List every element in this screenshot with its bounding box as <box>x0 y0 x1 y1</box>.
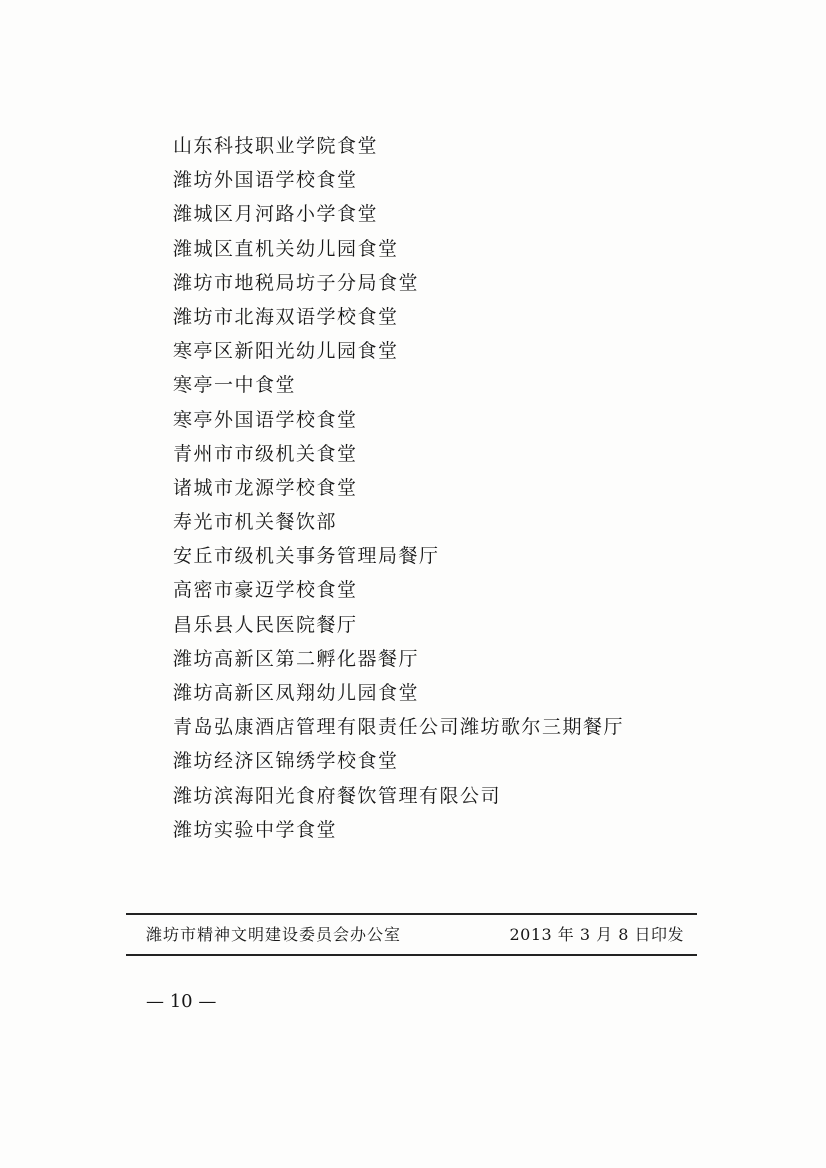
list-item: 潍坊经济区锦绣学校食堂 <box>173 750 399 773</box>
list-item: 安丘市级机关事务管理局餐厅 <box>173 545 440 568</box>
page-number: — 10 — <box>146 991 217 1012</box>
list-item: 高密市豪迈学校食堂 <box>173 579 358 602</box>
list-item: 寒亭一中食堂 <box>173 374 297 397</box>
list-item: 诸城市龙源学校食堂 <box>173 476 358 499</box>
list-item: 青州市市级机关食堂 <box>173 442 358 465</box>
footer-top-rule <box>126 913 697 915</box>
list-item: 寒亭区新阳光幼儿园食堂 <box>173 340 399 363</box>
canteen-list <box>173 129 624 847</box>
list-item: 潍坊市北海双语学校食堂 <box>173 305 399 328</box>
list-item: 潍城区直机关幼儿园食堂 <box>173 237 399 260</box>
list-item: 潍坊高新区第二孵化器餐厅 <box>173 647 420 670</box>
list-item: 寒亭外国语学校食堂 <box>173 408 358 431</box>
issue-date: 2013 年 3 月 8 日印发 <box>509 925 684 944</box>
list-item: 潍城区月河路小学食堂 <box>173 203 379 226</box>
list-item: 寿光市机关餐饮部 <box>173 511 338 534</box>
list-item: 昌乐县人民医院餐厅 <box>173 613 358 636</box>
footer-bottom-rule <box>126 954 697 956</box>
list-item: 潍坊实验中学食堂 <box>173 818 338 841</box>
list-item: 潍坊滨海阳光食府餐饮管理有限公司 <box>173 784 502 807</box>
list-item: 潍坊市地税局坊子分局食堂 <box>173 271 420 294</box>
issuer-name: 潍坊市精神文明建设委员会办公室 <box>146 925 402 944</box>
list-item: 山东科技职业学院食堂 <box>173 135 379 157</box>
list-item: 潍坊高新区凤翔幼儿园食堂 <box>173 682 420 704</box>
list-item: 青岛弘康酒店管理有限责任公司潍坊歌尔三期餐厅 <box>173 716 625 739</box>
list-item: 潍坊外国语学校食堂 <box>173 169 358 192</box>
